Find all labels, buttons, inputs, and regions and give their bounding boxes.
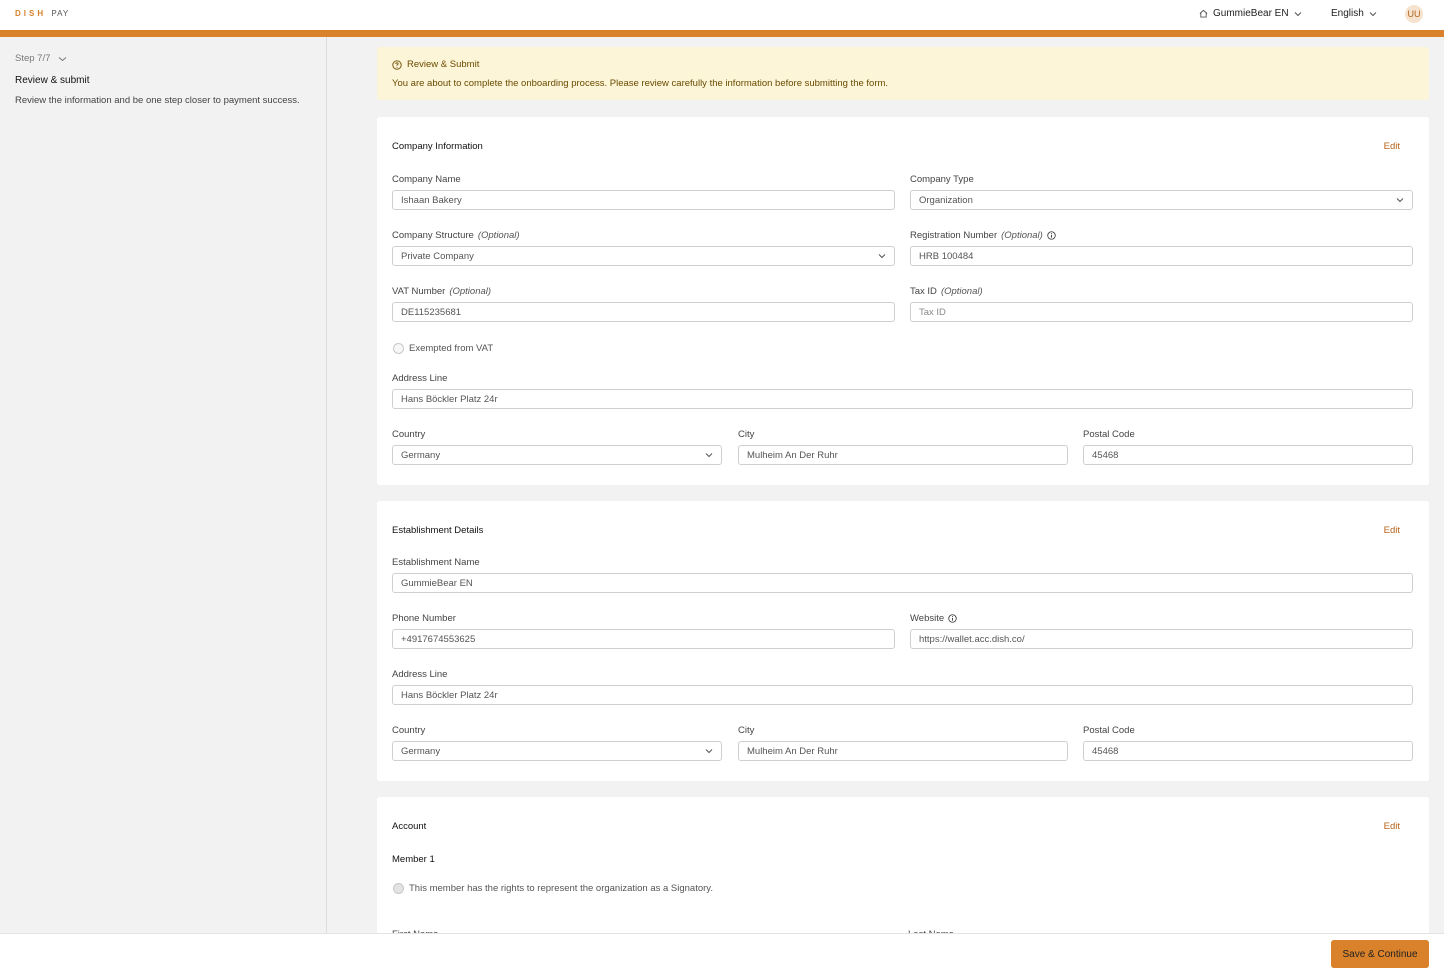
save-and-continue-button[interactable]: Save & Continue (1331, 940, 1429, 968)
signatory-label: This member has the rights to represent the organization as a Signatory. (409, 883, 713, 894)
review-alert (377, 47, 1429, 100)
postal-code-label: Postal Code (1083, 429, 1135, 440)
chevron-down-icon (1294, 11, 1302, 17)
logo-pay-text: PAY (51, 9, 70, 18)
establishment-name-input[interactable]: GummieBear EN (392, 573, 1413, 593)
user-avatar[interactable]: UU (1405, 5, 1423, 23)
dish-pay-logo[interactable] (15, 9, 69, 18)
address-line-label: Address Line (392, 373, 448, 384)
country-label: Country (392, 725, 426, 736)
country-label: Country (392, 429, 426, 440)
city-label: City (738, 429, 755, 440)
alert-title: Review & Submit (407, 59, 480, 70)
step-indicator[interactable] (15, 53, 67, 64)
chevron-down-icon (705, 452, 713, 458)
address-line-input[interactable]: Hans Böckler Platz 24r (392, 389, 1413, 409)
website-label: Website (910, 613, 957, 624)
chevron-down-icon (1369, 11, 1377, 17)
tax-id-label: Tax ID (Optional) (910, 286, 983, 297)
signatory-checkbox-row[interactable] (393, 883, 713, 894)
country-select[interactable]: Germany (392, 741, 722, 761)
logo-dish-text: DISH (15, 9, 47, 18)
establishment-selector[interactable] (1199, 8, 1302, 19)
company-structure-label: Company Structure (Optional) (392, 230, 520, 241)
edit-company-link[interactable]: Edit (1383, 141, 1400, 152)
company-structure-select[interactable]: Private Company (392, 246, 895, 266)
company-type-label: Company Type (910, 174, 974, 185)
vat-number-label: VAT Number (Optional) (392, 286, 492, 297)
registration-number-label: Registration Number (Optional) (910, 230, 1056, 241)
company-name-label: Company Name (392, 174, 461, 185)
establishment-name-label: Establishment Name (392, 557, 480, 568)
phone-number-input[interactable]: +4917674553625 (392, 629, 895, 649)
address-line-input[interactable]: Hans Böckler Platz 24r (392, 685, 1413, 705)
chevron-down-icon (705, 748, 713, 754)
chevron-down-icon (878, 253, 886, 259)
info-icon[interactable] (948, 614, 957, 623)
card-title: Account (392, 821, 427, 832)
info-icon[interactable] (1047, 231, 1056, 240)
postal-code-input[interactable]: 45468 (1083, 741, 1413, 761)
language-label: English (1331, 8, 1364, 19)
edit-account-link[interactable]: Edit (1383, 821, 1400, 832)
help-circle-icon (392, 60, 402, 70)
postal-code-input[interactable]: 45468 (1083, 445, 1413, 465)
home-icon (1199, 9, 1208, 18)
alert-text: You are about to complete the onboarding process. Please review carefully the information before submitting the form. (392, 78, 889, 89)
website-input[interactable]: https://wallet.acc.dish.co/ (910, 629, 1413, 649)
vat-exempt-label: Exempted from VAT (409, 343, 494, 354)
establishment-name: GummieBear EN (1213, 8, 1289, 19)
chevron-down-icon (58, 56, 67, 62)
company-type-select[interactable]: Organization (910, 190, 1413, 210)
edit-establishment-link[interactable]: Edit (1383, 525, 1400, 536)
phone-number-label: Phone Number (392, 613, 456, 624)
step-description: Review the information and be one step closer to payment success. (15, 95, 300, 106)
establishment-details-card (377, 501, 1429, 781)
address-line-label: Address Line (392, 669, 448, 680)
language-selector[interactable] (1331, 8, 1377, 19)
step-counter: Step 7/7 (15, 53, 51, 64)
footer-bar (0, 933, 1444, 968)
main-content[interactable] (328, 37, 1444, 933)
city-input[interactable]: Mulheim An Der Ruhr (738, 741, 1068, 761)
company-information-card (377, 117, 1429, 485)
card-title: Establishment Details (392, 525, 484, 536)
company-name-input[interactable]: Ishaan Bakery (392, 190, 895, 210)
accent-bar (0, 30, 1444, 37)
tax-id-input[interactable]: Tax ID (910, 302, 1413, 322)
city-input[interactable]: Mulheim An Der Ruhr (738, 445, 1068, 465)
city-label: City (738, 725, 755, 736)
sidebar (0, 37, 327, 933)
card-title: Company Information (392, 141, 483, 152)
vat-number-input[interactable]: DE115235681 (392, 302, 895, 322)
chevron-down-icon (1396, 197, 1404, 203)
step-title: Review & submit (15, 75, 90, 86)
vat-exempt-checkbox[interactable] (393, 343, 404, 354)
signatory-checkbox[interactable] (393, 883, 404, 894)
registration-number-input[interactable]: HRB 100484 (910, 246, 1413, 266)
vat-exempt-checkbox-row[interactable] (393, 343, 493, 354)
member-title: Member 1 (392, 854, 435, 865)
alert-title-row (392, 59, 479, 70)
country-select[interactable]: Germany (392, 445, 722, 465)
postal-code-label: Postal Code (1083, 725, 1135, 736)
top-bar (0, 0, 1444, 30)
